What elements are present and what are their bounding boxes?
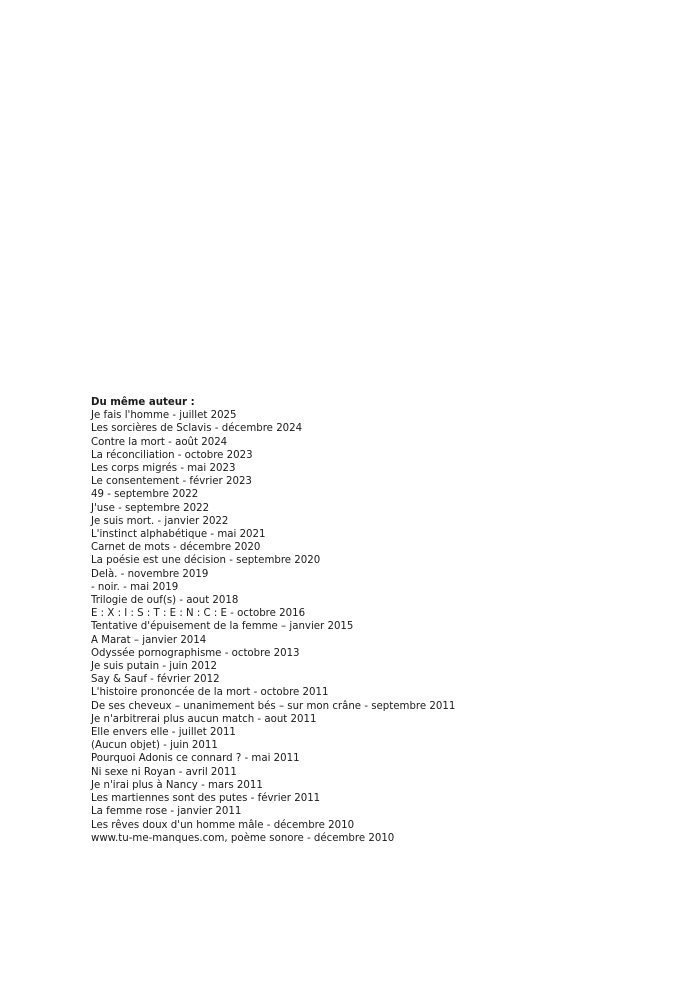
works-list — [91, 409, 455, 845]
work-item: www.tu-me-manques.com, poème sonore - décembre 2010 — [91, 832, 395, 844]
work-item: Delà. - novembre 2019 — [91, 568, 209, 580]
work-item: Les martiennes sont des putes - février 2011 — [91, 793, 321, 805]
work-item: Les corps migrés - mai 2023 — [91, 463, 236, 475]
work-item: Je n'irai plus à Nancy - mars 2011 — [91, 779, 263, 791]
bibliography-heading: Du même auteur : — [91, 397, 195, 408]
work-item: Je n'arbitrerai plus aucun match - aout 2011 — [91, 713, 317, 725]
work-item: Say & Sauf - février 2012 — [91, 674, 220, 686]
work-item: Les rêves doux d'un homme mâle - décembre 2010 — [91, 819, 355, 831]
work-item: Ni sexe ni Royan - avril 2011 — [91, 766, 237, 778]
work-item: A Marat – janvier 2014 — [91, 634, 207, 646]
work-item: Elle envers elle - juillet 2011 — [91, 727, 236, 739]
work-item: Carnet de mots - décembre 2020 — [91, 542, 261, 554]
work-item: Pourquoi Adonis ce connard ? - mai 2011 — [91, 753, 300, 765]
work-item: Odyssée pornographisme - octobre 2013 — [91, 647, 300, 659]
bibliography-block — [91, 396, 455, 845]
work-item: Trilogie de ouf(s) - aout 2018 — [91, 595, 239, 607]
work-item: (Aucun objet) - juin 2011 — [91, 740, 218, 752]
work-item: Je suis putain - juin 2012 — [91, 661, 217, 673]
work-item: Je fais l'homme - juillet 2025 — [91, 410, 237, 422]
work-item: 49 - septembre 2022 — [91, 489, 199, 501]
work-item: Je suis mort. - janvier 2022 — [91, 515, 229, 527]
work-item: E : X : I : S : T : E : N : C : E - octobre 2016 — [91, 608, 306, 620]
work-item: Les sorcières de Sclavis - décembre 2024 — [91, 423, 303, 435]
work-item: Contre la mort - août 2024 — [91, 436, 228, 448]
work-item: Tentative d'épuisement de la femme – janvier 2015 — [91, 621, 354, 633]
work-item: La femme rose - janvier 2011 — [91, 806, 242, 818]
work-item: L'instinct alphabétique - mai 2021 — [91, 529, 266, 541]
work-item: J'use - septembre 2022 — [91, 502, 210, 514]
work-item: L'histoire prononcée de la mort - octobre 2011 — [91, 687, 329, 699]
work-item: Le consentement - février 2023 — [91, 476, 252, 488]
work-item: - noir. - mai 2019 — [91, 581, 179, 593]
work-item: La réconciliation - octobre 2023 — [91, 449, 253, 461]
work-item: La poésie est une décision - septembre 2020 — [91, 555, 321, 567]
work-item: De ses cheveux – unanimement bés – sur mon crâne - septembre 2011 — [91, 700, 456, 712]
